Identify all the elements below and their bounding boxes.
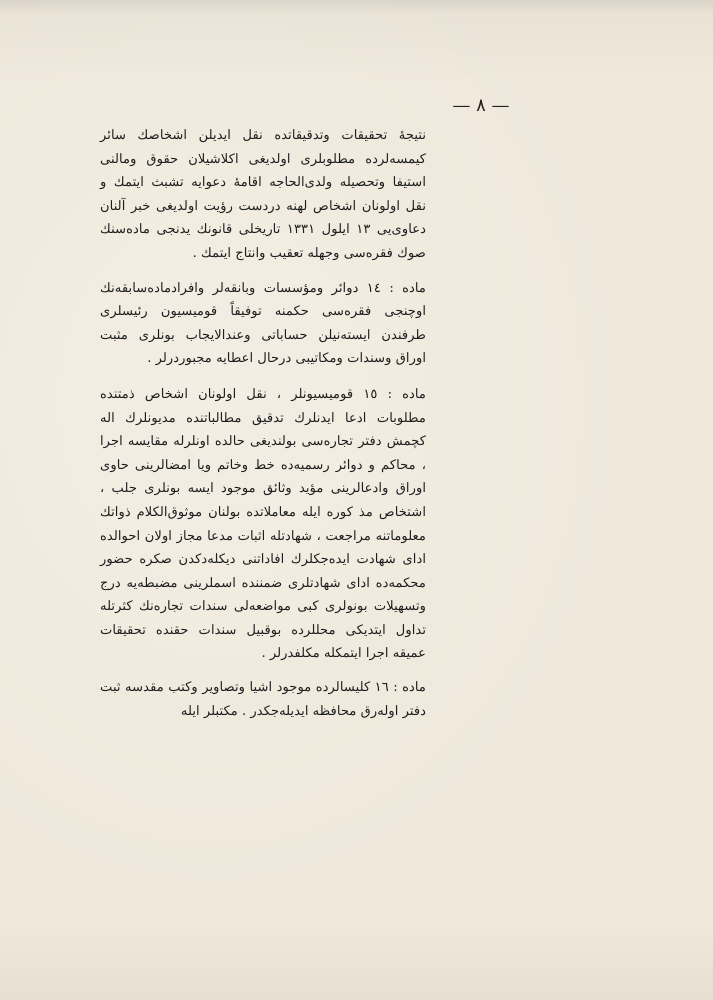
paragraph-article-16: ماده : ١٦ كلیسالرده موجود اشیا وتصاویر وكتب مقدسه ثبت دفتر اوله‌رق محافظه ایدیله‌جكدر . مكتبلر ایله: [100, 680, 426, 719]
paragraph-intro: نتیجهٔ تحقیقات وتدقیقاتده نقل ایدیلن اشخاصك سائر كیمسه‌لرده مطلوبلری اولدیغی اكلاشیلان حقوق ومالنی استیفا وتحصیله ولدی‌الحاجه اقامهٔ دعوایه تشبث ایتمك و نقل اولونان اشخاص لهنه دردست رؤیت اولدیغی خبر آلنان دعاوی‌یی ١٣ ایلول ١٣٣١ تاریخلی قانونك یدنجی ماده‌سنك صوك فقره‌سی وجهله تعقیب وانتاج ایتمك .: [100, 128, 427, 261]
paragraph-article-14: ماده : ١٤ دوائر ومؤسسات وبانقه‌لر وافرادماده‌سابقه‌نك اوچنجی فقره‌سی حكمنه توفیقاً قومیسیون رئیسلری طرفندن ایسته‌نیلن حساباتی وعندالایجاب بونلری مثبت اوراق وسندات ومكاتیبی درحال اعطایه مجبوردرلر .: [100, 280, 426, 367]
document-body: [100, 124, 426, 723]
paragraph-article-15: ماده : ١٥ قومیسیونلر ، نقل اولونان اشخاص ذمتنده مطلوبات ادعا ایدنلرك تدقیق مطالباتنده مدیونلرك اله كچمش دفتر تجاره‌سی بولندیغی حالده اونلرله مقایسه اجرا ، محاكم و دوائر رسمیه‌ده خط وخاتم ویا امضالرینی حاوی اوراق وادعالرینی مؤید وثائق موجود ایسه بونلری جلب ، اشتخاص مذ كوره ایله معاملاتده بولنان موثوق‌الكلام ذواتك معلوماتنه مراجعت ، شهادتله اثبات مدعا مجاز اولان احوالده ادای شهادت ایده‌جكلرك افاداتنی دیكله‌دكدن صكره حضور محكمه‌ده ادای شهادتلری ضمننده اسملرینی مضبطه‌یه درج وتسهیلات بونولری كبی مواضعه‌لی سندات تجاره‌نك كثرتله تداول ایتدیكی محللرده بوقبیل سندات حقنده تحقیقات عمیقه اجرا ایتمكله مكلفدرلر .: [100, 386, 426, 662]
paper-edge-shadow: [0, 0, 713, 14]
page-number: — ٨ —: [452, 95, 510, 116]
